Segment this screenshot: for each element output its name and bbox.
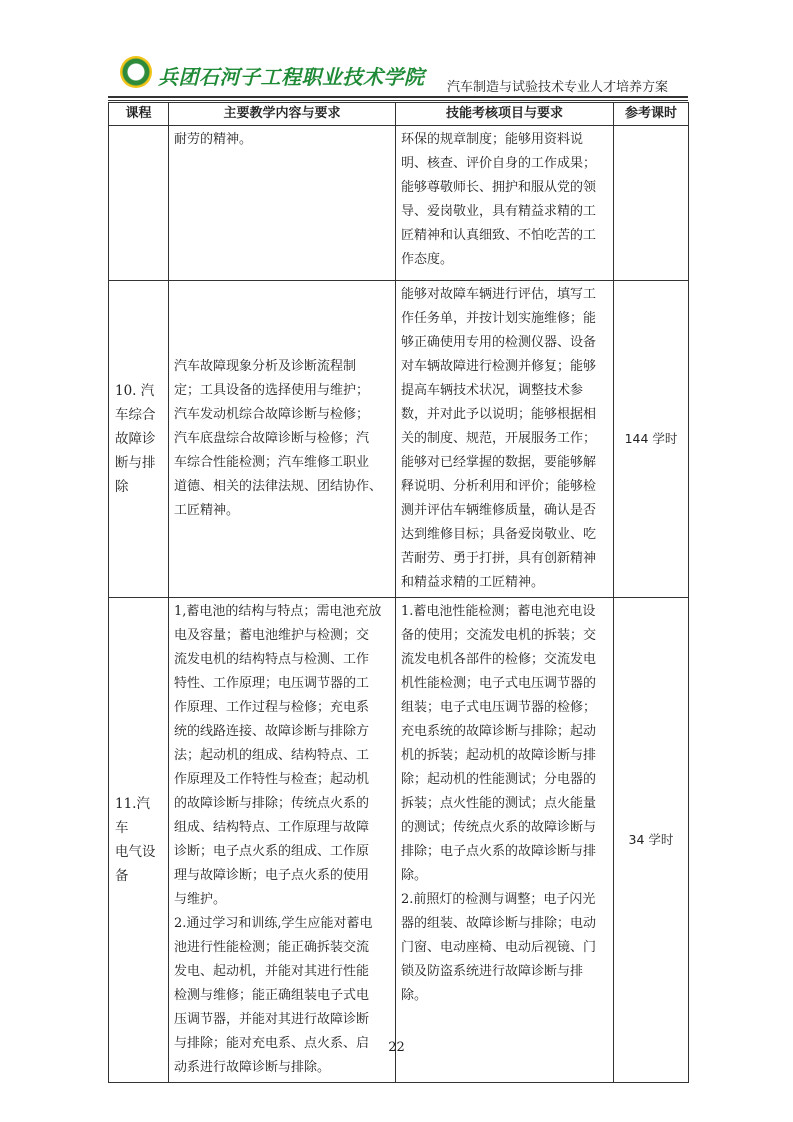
table-row bbox=[109, 281, 689, 598]
college-name: 兵团石河子工程职业技术学院 bbox=[158, 65, 425, 89]
teaching-content: 汽车故障现象分析及诊断流程制 定；工具设备的选择使用与维护； 汽车发动机综合故障诊断与检修； 汽车底盘综合故障诊断与检修；汽 车综合性能检测；汽车维修工职业 道德、相关的法律法规、团结协作、 工匠精神。 bbox=[169, 281, 396, 598]
column-header-course: 课程 bbox=[109, 103, 169, 126]
course-name: 11.汽车 电气设 备 bbox=[109, 598, 169, 1083]
reference-hours: 34 学时 bbox=[614, 598, 689, 1083]
header-divider bbox=[108, 96, 688, 98]
reference-hours: 144 学时 bbox=[614, 281, 689, 598]
column-header-content: 主要教学内容与要求 bbox=[169, 103, 396, 126]
course-name: 10. 汽 车综合 故障诊 断与排 除 bbox=[109, 281, 169, 598]
table-row bbox=[109, 598, 689, 1083]
skill-requirements: 能够对故障车辆进行评估，填写工 作任务单，并按计划实施维修；能 够正确使用专用的检测仪器、设备 对车辆故障进行检测并修复；能够 提高车辆技术状况，调整技术参 数，并对此予以说明；能够根据相 关的制度、规范，开展服务工作； 能够对已经掌握的数据，要能够解 释说明、分析利用和评价；能够检 测并评估车辆维修质量，确认是否 达到维修目标；具备爱岗敬业、吃 苦耐劳、勇于打拼，具有创新精神 和精益求精的工匠精神。 bbox=[396, 281, 614, 598]
document-title: 汽车制造与试验技术专业人才培养方案 bbox=[446, 80, 668, 95]
column-header-skills: 技能考核项目与要求 bbox=[396, 103, 614, 126]
teaching-content: 耐劳的精神。 bbox=[169, 126, 396, 281]
reference-hours bbox=[614, 126, 689, 281]
table-row bbox=[109, 126, 689, 281]
column-header-hours: 参考课时 bbox=[614, 103, 689, 126]
college-logo-icon bbox=[120, 56, 152, 88]
course-name bbox=[109, 126, 169, 281]
header-divider-thin bbox=[108, 100, 688, 101]
skill-requirements: 环保的规章制度；能够用资料说 明、核查、评价自身的工作成果； 能够尊敬师长、拥护和服从党的领 导、爱岗敬业，具有精益求精的工 匠精神和认真细致、不怕吃苦的工 作态度。 bbox=[396, 126, 614, 281]
curriculum-table bbox=[108, 102, 689, 1083]
teaching-content: 1,蓄电池的结构与特点；需电池充放 电及容量；蓄电池维护与检测；交 流发电机的结构特点与检测、工作 特性、工作原理；电压调节器的工 作原理、工作过程与检修；充电系 统的线路连接、故障诊断与排除方 法；起动机的组成、结构特点、工 作原理及工作特性与检查；起动机 的故障诊断与排除；传统点火系的 组成、结构特点、工作原理与故障 诊断；电子点火系的组成、工作原 理与故障诊断；电子点火系的使用 与维护。 2.通过学习和训练,学生应能对蓄电 池进行性能检测；能正确拆装交流 发电、起动机，并能对其进行性能 检测与维修；能正确组装电子式电 压调节器，并能对其进行故障诊断 与排除；能对充电系、点火系、启 动系进行故障诊断与排除。 bbox=[169, 598, 396, 1083]
skill-requirements: 1.蓄电池性能检测；蓄电池充电设 备的使用；交流发电机的拆装；交 流发电机各部件的检修；交流发电 机性能检测；电子式电压调节器的 组装；电子式电压调节器的检修； 充电系统的故障诊断与排除；起动 机的拆装；起动机的故障诊断与排 除；起动机的性能测试；分电器的 拆装；点火性能的测试；点火能量 的测试；传统点火系的故障诊断与 排除；电子点火系的故障诊断与排 除。 2.前照灯的检测与调整；电子闪光 器的组装、故障诊断与排除；电动 门窗、电动座椅、电动后视镜、门 锁及防盗系统进行故障诊断与排 除。 bbox=[396, 598, 614, 1083]
table-header-row bbox=[109, 103, 689, 126]
page-header bbox=[108, 48, 688, 94]
page-number: 22 bbox=[388, 1040, 405, 1055]
